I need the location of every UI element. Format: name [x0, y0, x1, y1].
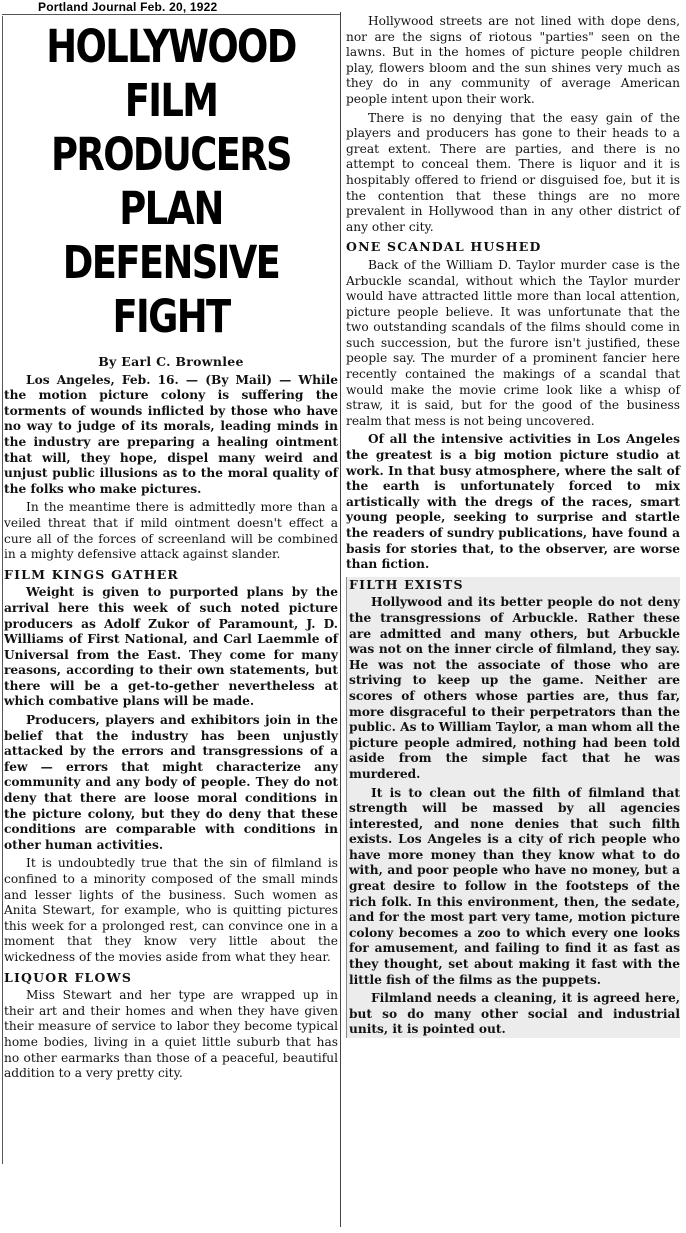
column-border-left	[2, 16, 3, 1164]
subhead-liquor-flows: LIQUOR FLOWS	[4, 969, 133, 985]
column-rule	[340, 12, 341, 1227]
paragraph: In the meantime there is admittedly more than a veiled threat that if mild ointment doesn't effect a cure all of the forces of screenland will be combined in a mighty defensive attack against slander.	[4, 500, 338, 562]
headline-line-3: DEFENSIVE FIGHT	[62, 236, 280, 343]
right-column	[346, 14, 680, 1038]
paragraph: Producers, players and exhibitors join in the belief that the industry has been unjustly attacked by the errors and transgressions of a few — errors that might characterize any community and any body of people. They do not deny that there are loose moral conditions in the picture colony, but they do deny that these conditions are comparable with conditions in other human activities.	[4, 713, 338, 852]
paragraph: Of all the intensive activities in Los Angeles the greatest is a big motion picture studio at work. In that busy atmosphere, where the salt of the earth is unfortunately forced to mix artistically with the dregs of the races, smart young people, seeking to surprise and startle the readers of sundry publications, have found a basis for stories that, to the observer, are worse than fiction.	[346, 432, 680, 572]
subhead-film-kings-gather: FILM KINGS GATHER	[4, 566, 180, 582]
headline-line-1: HOLLYWOOD FILM	[46, 20, 296, 127]
paragraph: It is undoubtedly true that the sin of filmland is confined to a minority composed of the small minds and lesser lights of the business. Such women as Anita Stewart, for example, who is quitting pictures this week for a prolonged rest, can convince one in a moment that they know very little about the wickedness of the movies aside from what they hear.	[4, 856, 338, 964]
subhead-one-scandal-hushed: ONE SCANDAL HUSHED	[346, 239, 542, 255]
paragraph: There is no denying that the easy gain of the players and producers has gone to their heads to a great extent. There are parties, and there is no attempt to conceal them. There is liquor and it is hospitably offered to friend or disguised foe, but it is the contention that these things are no more prevalent in Hollywood than in any other district of any other city.	[346, 110, 680, 234]
paragraph-lead: Los Angeles, Feb. 16. — (By Mail) — While the motion picture colony is suffering the torments of wounds inflicted by those who have no way to judge of its morals, leading minds in the industry are preparing a healing ointment that will, they hope, dispel many weird and unjust public illusions as to the moral quality of the folks who make pictures.	[4, 372, 338, 496]
paragraph: Weight is given to purported plans by the arrival here this week of such noted picture producers as Adolf Zukor of Paramount, J. D. Williams of First National, and Carl Laemmle of Universal from the East. They come for many reasons, according to their own statements, but there will be a get-to-gether nevertheless at which combative plans will be made.	[4, 585, 338, 709]
paragraph: Back of the William D. Taylor murder case is the Arbuckle scandal, without which the Taylor murder would have attracted little more than local attention, picture people believe. It was unfortunate that the two outstanding scandals of the films should come in such succession, but the furore isn't justified, these people say. The murder of a prominent fancier here recently contained the makings of a scandal that would make the movie crime look like a whisp of straw, it is said, but for the good of the business realm that mess is not being uncovered.	[346, 257, 680, 428]
paragraph: Hollywood streets are not lined with dope dens, nor are the signs of riotous "parties" seen on the lawns. But in the homes of picture people children play, flowers bloom and the sun shines very much as they do in any community of average American people intent upon their work.	[346, 14, 680, 106]
paragraph: Filmland needs a cleaning, it is agreed here, but so do many other social and industrial units, it is pointed out.	[349, 991, 680, 1037]
left-column	[4, 14, 338, 1082]
headline	[34, 20, 308, 344]
masthead: Portland Journal Feb. 20, 1922	[38, 0, 218, 14]
paragraph: Miss Stewart and her type are wrapped up in their art and their homes and when they have given their measure of service to labor they become typical home bodies, living in a quiet little suburb that has no other earmarks than those of a peaceful, beautiful addition to a very pretty city.	[4, 988, 338, 1081]
subhead-filth-exists: FILTH EXISTS	[349, 576, 464, 592]
headline-line-2: PRODUCERS PLAN	[51, 128, 291, 235]
paragraph: It is to clean out the filth of filmland that strength will be massed by all agencies interested, and none denies that such filth exists. Los Angeles is a city of rich people who have more money than they know what to do with, and poor people who have no money, but a great desire to follow in the footsteps of the rich folk. In this environment, then, the sedate, and for the most part very tame, motion picture colony becomes a zoo to which every one looks for amusement, and failing to find it as fast as they thought, set about making it fast with the little fish of the films as the puppets.	[349, 785, 680, 987]
byline: By Earl C. Brownlee	[98, 354, 244, 369]
filth-exists-section	[346, 577, 680, 1038]
paragraph: Hollywood and its better people do not deny the transgressions of Arbuckle. Rather these are admitted and many others, but Arbuckle was not on the inner circle of filmland, they say. He was not the associate of those who are striving to keep up the game. Neither are scores of others whose parties are, thus far, more disgraceful to their perpetrators than the public. As to William Taylor, a man whom all the picture people admired, nothing had been told aside from the simple fact that he was murdered.	[349, 595, 680, 781]
